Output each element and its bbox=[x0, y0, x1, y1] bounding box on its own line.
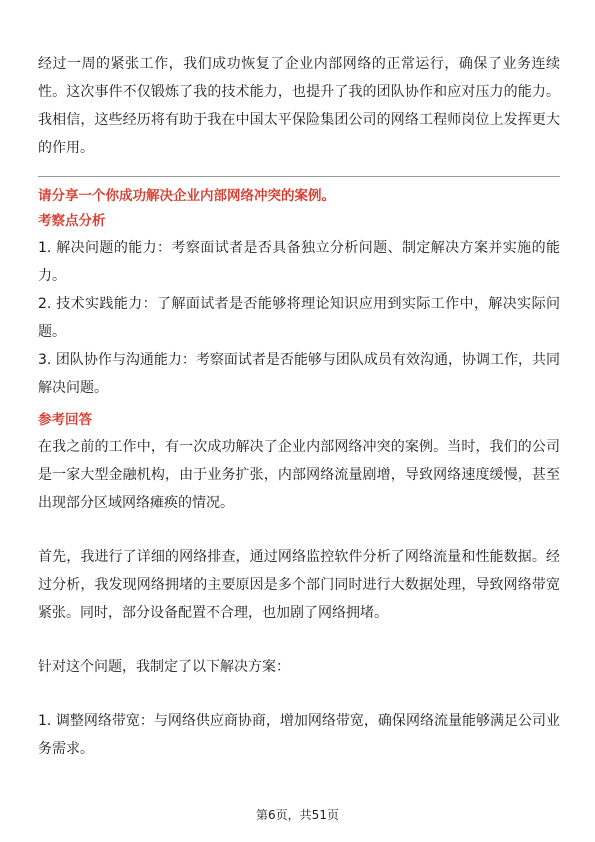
answer-paragraph-4: 1. 调整网络带宽：与网络供应商协商，增加网络带宽，确保网络流量能够满足公司业务需求。 bbox=[38, 713, 560, 757]
analysis-item-1: 1. 解决问题的能力：考察面试者是否具备独立分析问题、制定解决方案并实施的能力。 bbox=[38, 240, 560, 284]
analysis-item-2: 2. 技术实践能力：了解面试者是否能够将理论知识应用到实际工作中，解决实际问题。 bbox=[38, 296, 560, 340]
analysis-heading: 考察点分析 bbox=[38, 213, 106, 229]
document-page bbox=[38, 50, 560, 763]
intro-paragraph: 经过一周的紧张工作，我们成功恢复了企业内部网络的正常运行，确保了业务连续性。这次事件不仅锻炼了我的技术能力，也提升了我的团队协作和应对压力的能力。我相信，这些经历将有助于我在中国太平保险集团公司的网络工程师岗位上发挥更大的作用。 bbox=[38, 56, 560, 156]
answer-paragraph-1: 在我之前的工作中，有一次成功解决了企业内部网络冲突的案例。当时，我们的公司是一家大型金融机构，由于业务扩张，内部网络流量剧增，导致网络速度缓慢，甚至出现部分区域网络瘫痪的情况。 bbox=[38, 439, 560, 511]
answer-paragraph-2: 首先，我进行了详细的网络排查，通过网络监控软件分析了网络流量和性能数据。经过分析，我发现网络拥堵的主要原因是多个部门同时进行大数据处理，导致网络带宽紧张。同时，部分设备配置不合理，也加剧了网络拥堵。 bbox=[38, 549, 560, 621]
answer-paragraph-3: 针对这个问题，我制定了以下解决方案： bbox=[38, 659, 290, 675]
analysis-item-3: 3. 团队协作与沟通能力：考察面试者是否能够与团队成员有效沟通，协调工作，共同解决问题。 bbox=[38, 352, 560, 396]
question-title: 请分享一个你成功解决企业内部网络冲突的案例。 bbox=[38, 188, 335, 204]
page-footer: 第6页，共51页 bbox=[256, 808, 339, 822]
answer-heading: 参考回答 bbox=[38, 412, 92, 428]
section-divider bbox=[38, 176, 560, 177]
